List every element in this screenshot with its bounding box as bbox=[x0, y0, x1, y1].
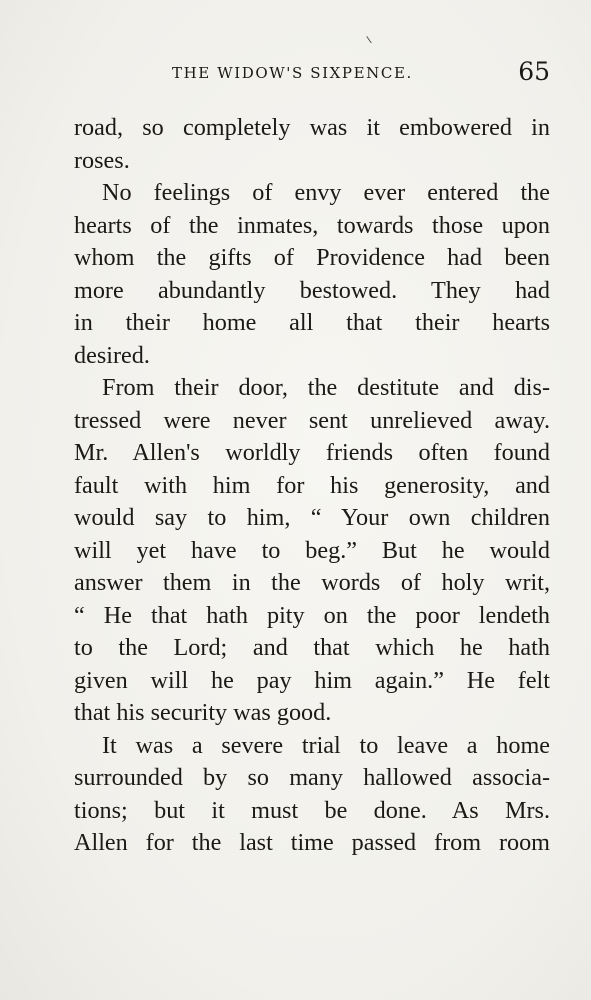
paragraph bbox=[74, 730, 550, 860]
paragraph bbox=[74, 177, 550, 372]
text-line: would say to him, “ Your own children bbox=[74, 504, 550, 531]
text-line: to the Lord; and that which he hath bbox=[74, 634, 550, 661]
ink-speck bbox=[366, 33, 376, 44]
paragraph bbox=[74, 112, 550, 177]
page-number: 65 bbox=[518, 57, 550, 86]
text-line: hearts of the inmates, towards those upon bbox=[74, 211, 550, 239]
text-line: more abundantly bestowed. They had bbox=[74, 276, 550, 304]
text-line: From their door, the destitute and dis- bbox=[102, 374, 550, 401]
text-line: will yet have to beg.” But he would bbox=[74, 536, 550, 564]
text-line: No feelings of envy ever entered the bbox=[102, 179, 550, 206]
text-line: roses. bbox=[74, 146, 130, 174]
text-line: answer them in the words of holy writ, bbox=[74, 569, 550, 596]
text-line: surrounded by so many hallowed associa- bbox=[74, 764, 550, 791]
body-text bbox=[74, 112, 550, 860]
text-line: “ He that hath pity on the poor lendeth bbox=[74, 601, 550, 629]
text-line: whom the gifts of Providence had been bbox=[74, 244, 550, 271]
text-line: tressed were never sent unrelieved away. bbox=[74, 406, 550, 434]
text-line: in their home all that their hearts bbox=[74, 309, 550, 336]
text-line: tions; but it must be done. As Mrs. bbox=[74, 796, 550, 824]
text-line: fault with him for his generosity, and bbox=[74, 471, 550, 499]
text-line: given will he pay him again.” He felt bbox=[74, 666, 550, 694]
running-title: THE WIDOW'S SIXPENCE. bbox=[172, 64, 413, 82]
text-line: It was a severe trial to leave a home bbox=[102, 731, 550, 759]
text-line: desired. bbox=[74, 341, 150, 369]
text-line: Mr. Allen's worldly friends often found bbox=[74, 439, 550, 466]
text-line: Allen for the last time passed from room bbox=[74, 829, 550, 856]
paragraph bbox=[74, 372, 550, 730]
text-line: that his security was good. bbox=[74, 699, 332, 726]
page-header bbox=[74, 58, 550, 90]
text-line: road, so completely was it embowered in bbox=[74, 114, 550, 141]
